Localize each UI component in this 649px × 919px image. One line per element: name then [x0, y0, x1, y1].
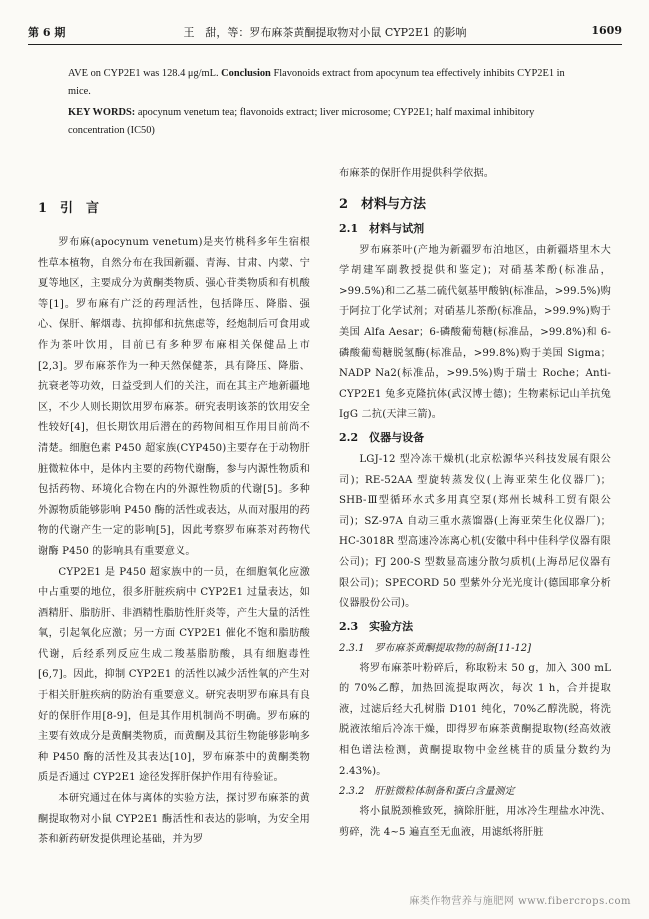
paragraph: CYP2E1 是 P450 超家族中的一员，在细胞氧化应激中占重要的地位，很多肝脏疾病中 CYP2E1 过量表达，如酒精肝、脂肪肝、非酒精性脂肪性肝炎等，产生大量的活性氧，引起氧化应激；另一方面 CYP2E1 催化不饱和脂肪酸代谢，后经系列反应生成二羧基脂肪酸，具有细胞毒性[6,7]。因此，抑制 CYP2E1 的活性以减少活性氧的产生对于相关肝脏疾病的防治有重要意义。研究表明罗布麻具有良好的保肝作用[8-9]，但是其作用机制尚不明确。罗布麻的主要有效成分是黄酮类物质，而黄酮及其衍生物能够影响多种 P450 酶的活性及其表达[10]，罗布麻茶中的黄酮类物质是否通过 CYP2E1 途径发挥肝保护作用有待验证。	[38, 566, 310, 784]
abstract-block	[68, 65, 588, 140]
conclusion-label: Conclusion	[221, 68, 271, 79]
paragraph: 布麻茶的保肝作用提供科学依据。	[339, 168, 495, 179]
page-number: 1609	[591, 24, 622, 37]
subsection-heading: 2.3 实验方法	[339, 619, 414, 633]
paragraph: 本研究通过在体与离体的实验方法，探讨罗布麻茶的黄酮提取物对小鼠 CYP2E1 酶活性和表达的影响，为安全用茶和新药研发提供理论基础，并为罗	[38, 793, 310, 846]
paragraph: LGJ-12 型冷冻干燥机(北京松源华兴科技发展有限公司)；RE-52AA 型旋转蒸发仪(上海亚荣生化仪器厂)；SHB-Ⅲ型循环水式多用真空泵(郑州长城科工贸有限公司)；SZ-97A 自动三重水蒸馏器(上海亚荣生化仪器厂)；HC-3018R 型高速冷冻离心机(安徽中科中佳科学仪器有限公司)；FJ 200-S 型数显高速分散匀质机(上海昂尼仪器有限公司)；SPECORD 50 型紫外分光光度计(德国耶拿分析仪器股份公司)。	[339, 453, 611, 610]
running-header	[28, 24, 622, 40]
paragraph: 将小鼠脱颈椎致死，摘除肝脏，用冰冷生理盐水冲洗、剪碎，洗 4~5 遍直至无血液，用滤纸将肝脏	[339, 806, 611, 838]
keywords-label: KEY WORDS:	[68, 107, 136, 118]
paragraph: 将罗布麻茶叶粉碎后，称取粉末 50 g，加入 300 mL 的 70%乙醇，加热回流提取两次，每次 1 h，合并提取液，过滤后经大孔树脂 D101 纯化，70%乙醇洗脱，将洗脱液浓缩后冷冻干燥，即得罗布麻茶黄酮提取物(经高效液相色谱法检测，黄酮提取物中金丝桃苷的质量分数约为 2.43%)。	[339, 662, 611, 777]
subsection-heading: 2.2 仪器与设备	[339, 430, 425, 444]
result-text: AVE on CYP2E1 was 128.4 μg/mL.	[68, 68, 219, 79]
keywords-text: apocynum venetum tea; flavonoids extract; liver microsome; CYP2E1; half maximal inhibitory concentration (IC50)	[68, 107, 535, 136]
running-title: 王 甜，等：罗布麻茶黄酮提取物对小鼠 CYP2E1 的影响	[183, 26, 467, 39]
left-column	[38, 197, 310, 851]
subsubsection-heading: 2.3.1 罗布麻茶黄酮提取物的制备[11-12]	[339, 642, 532, 654]
conclusion-text: Flavonoids extract from apocynum tea effectively inhibits CYP2E1 in mice.	[68, 68, 565, 97]
section-heading-methods: 2 材料与方法	[339, 196, 427, 212]
paragraph: 罗布麻茶叶(产地为新疆罗布泊地区，由新疆塔里木大学胡建军副教授提供和鉴定)；对硝基苯酚(标准品，>99.5%)和二乙基二硫代氨基甲酸钠(标准品，>99.5%)购于阿拉丁化学试剂；对硝基儿茶酚(标准品，>99.9%)购于美国 Alfa Aesar；6-磷酸葡萄糖(标准品，>99.8%)和 6-磷酸葡萄糖脱氢酶(标准品，>99.8%)购于美国 Sigma；NADP Na2(标准品，>99.5%)购于瑞士 Roche；Anti-CYP2E1 兔多克隆抗体(武汉博士德)；生物素标记山羊抗兔 IgG 二抗(天津三箭)。	[339, 244, 611, 421]
subsection-heading: 2.1 材料与试剂	[339, 221, 425, 235]
right-column	[339, 164, 611, 843]
site-watermark: 麻类作物营养与施肥网 www.fibercrops.com	[409, 896, 631, 907]
keywords-line	[68, 104, 588, 140]
header-rule	[28, 44, 622, 45]
subsubsection-heading: 2.3.2 肝脏微粒体制备和蛋白含量测定	[339, 786, 515, 798]
issue-number: 第 6 期	[28, 26, 66, 39]
abstract-result-line	[68, 65, 588, 101]
section-heading-intro: 1 引 言	[38, 201, 100, 216]
paragraph: 罗布麻(apocynum venetum)是夹竹桃科多年生宿根性草本植物，自然分布在我国新疆、青海、甘肃、内蒙、宁夏等地区，主要成分为黄酮类物质、强心苷类物质和有机酸等[1]。罗布麻有广泛的药理活性，包括降压、降脂、强心、保肝、解烟毒、抗抑郁和抗焦虑等，经炮制后可食用或作为茶叶饮用，目前已有多种罗布麻相关保健品上市[2,3]。罗布麻茶作为一种天然保健茶，具有降压、降脂、抗衰老等功效，日益受到人们的关注，而在其主产地新疆地区，不少人则长期饮用罗布麻茶。研究表明该茶的饮用安全性较好[4]，但长期饮用后潜在的药物间相互作用目前尚不清楚。细胞色素 P450 超家族(CYP450)主要存在于动物肝脏微粒体中，是体内主要的药物代谢酶，参与内源性物质和包括药物、环境化合物在内的外源性物质的代谢[5]。多种外源物质能够影响 P450 酶的活性或表达，从而对服用的药物的代谢产生一定的影响[5]，因此考察罗布麻茶对药物代谢酶 P450 的影响具有重要意义。	[38, 237, 310, 557]
